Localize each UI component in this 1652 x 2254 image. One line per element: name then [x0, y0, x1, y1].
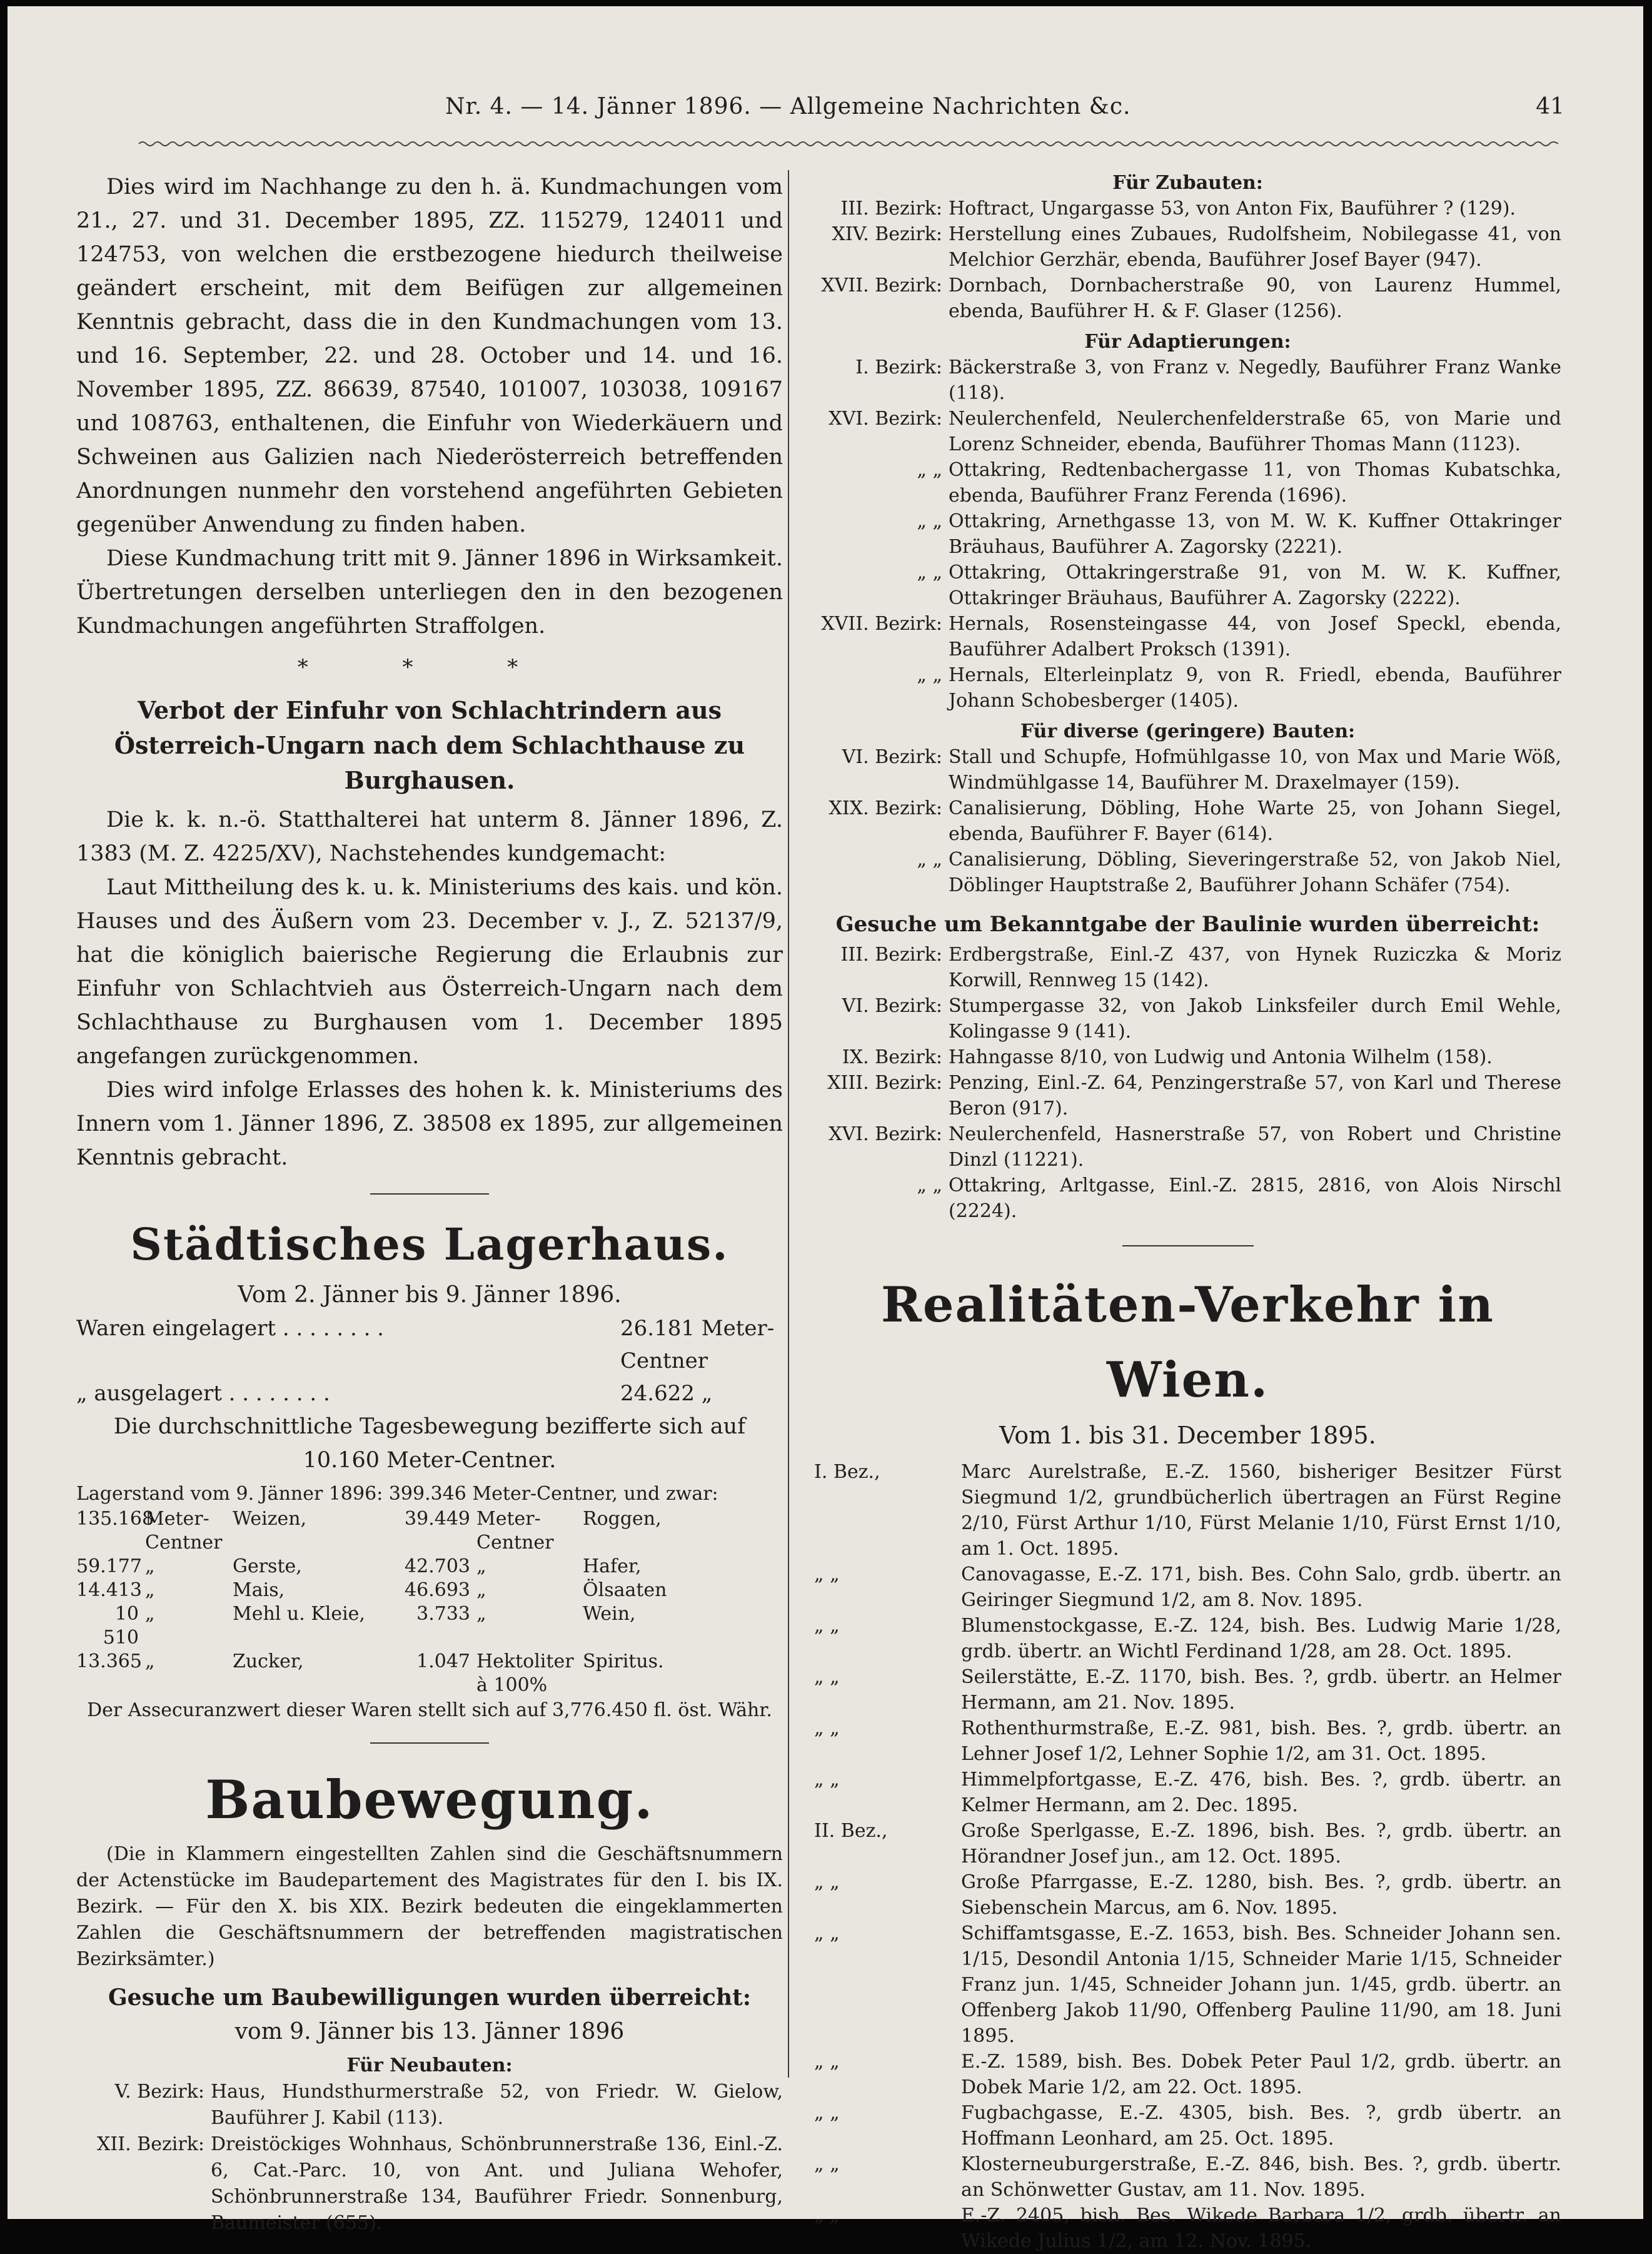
list-item: [814, 1044, 1561, 1070]
stock-cell: Mehl u. Kleie,: [233, 1603, 365, 1625]
realitaeten-period: Vom 1. bis 31. December 1895.: [999, 1422, 1376, 1449]
wares-value: 26.181 Meter-Centner: [620, 1316, 775, 1373]
adaptierungen-list: [814, 355, 1561, 714]
list-item: [76, 2079, 783, 2131]
entry-text: Marc Aurelstraße, E.-Z. 1560, bisheriger Besitzer Fürst Siegmund 1/2, grundbücherlich übertragen an Fürst Regine 2/10, Fürst Arthur 1/10, Fürst Melanie 1/10, Fürst Ernst 1/10, am 1. Oct. 1895.: [961, 1461, 1561, 1560]
list-item: [814, 1869, 1561, 1921]
district-label: XVI. Bezirk:: [829, 1123, 942, 1145]
district-label: VI. Bezirk:: [842, 995, 942, 1017]
district-label: „ „: [814, 2205, 840, 2226]
section-divider: [1122, 1245, 1254, 1246]
list-item: [814, 1716, 1561, 1767]
stock-cell: Zucker,: [233, 1650, 304, 1672]
stock-cell: 42.703: [405, 1555, 470, 1577]
entry-text: Penzing, Einl.-Z. 64, Penzingerstraße 57, von Karl und Therese Beron (917).: [949, 1072, 1561, 1119]
stock-cell: Hafer,: [583, 1555, 642, 1577]
entry-text: Canalisierung, Döbling, Sieveringerstraße 52, von Jakob Niel, Döblinger Hauptstraße 2, Bauführer Johann Schäfer (754).: [949, 849, 1561, 896]
district-label: XVII. Bezirk:: [821, 613, 942, 635]
list-item: [814, 796, 1561, 847]
district-label: II. Bez.,: [814, 1820, 888, 1842]
entry-text: Ottakring, Redtenbachergasse 11, von Thomas Kubatschka, ebenda, Bauführer Franz Ferenda (1696).: [949, 459, 1561, 507]
stock-cell: Mais,: [233, 1579, 285, 1601]
district-label: I. Bez.,: [814, 1461, 880, 1483]
daily-average: Die durchschnittliche Tagesbewegung bezifferte sich auf 10.160 Meter-Centner.: [113, 1414, 746, 1473]
entry-text: Neulerchenfeld, Hasnerstraße 57, von Robert und Christine Dinzl (11221).: [949, 1123, 1561, 1171]
stock-table: [76, 1507, 783, 1697]
list-item: [814, 406, 1561, 457]
list-item: [814, 1767, 1561, 1818]
baulinie-list: [814, 942, 1561, 1224]
column-divider: [788, 170, 789, 2078]
stock-cell: Meter-Centner: [476, 1508, 554, 1554]
entry-text: Klosterneuburgerstraße, E.-Z. 846, bish. Bes. ?, grdb. übertr. an Schönwetter Gustav, am 11. Nov. 1895.: [961, 2153, 1561, 2201]
newspaper-page: [8, 6, 1643, 2252]
district-label: „ „: [917, 459, 942, 481]
district-label: „ „: [814, 1769, 840, 1791]
district-label: „ „: [917, 562, 942, 584]
list-item: [814, 1121, 1561, 1173]
page-header: [76, 88, 1564, 125]
entry-text: Haus, Hundsthurmerstraße 52, von Friedr. W. Gielow, Bauführer J. Kabil (113).: [211, 2081, 783, 2129]
verbot-paragraph-1: Die k. k. n.-ö. Statthalterei hat unterm 8. Jänner 1896, Z. 1383 (M. Z. 4225/XV), Nachstehendes kundgemacht:: [76, 807, 783, 866]
entry-text: Bäckerstraße 3, von Franz v. Negedly, Bauführer Franz Wanke (118).: [949, 356, 1561, 404]
stock-cell: 46.693: [405, 1579, 470, 1601]
list-item: [814, 1070, 1561, 1121]
list-item: [814, 2100, 1561, 2151]
list-item: [814, 560, 1561, 611]
district-label: XII. Bezirk:: [97, 2133, 204, 2155]
stock-cell: 135.168: [76, 1508, 154, 1530]
district-label: XIX. Bezirk:: [829, 797, 942, 819]
list-item: [814, 508, 1561, 560]
stock-cell: 13.365: [76, 1650, 142, 1672]
entry-text: Hahngasse 8/10, von Ludwig und Antonia Wilhelm (158).: [949, 1046, 1493, 1068]
list-item: [814, 2203, 1561, 2254]
entry-text: Fugbachgasse, E.-Z. 4305, bish. Bes. ?, grdb übertr. an Hoffmann Leonhard, am 25. Oct. 1895.: [961, 2102, 1561, 2150]
baubewegung-heading: Baubewegung.: [205, 1769, 654, 1831]
list-item: [814, 355, 1561, 406]
wares-label: „ ausgelagert . . . . . . . .: [76, 1381, 330, 1406]
stock-cell: 10 510: [103, 1603, 139, 1649]
stock-cell: „: [476, 1579, 486, 1601]
stock-cell: 1.047: [416, 1650, 470, 1672]
realitaeten-list: [814, 1459, 1561, 2254]
list-item: [814, 196, 1561, 221]
list-item: [814, 273, 1561, 324]
list-item: [814, 1562, 1561, 1613]
section-stars: * * *: [297, 655, 562, 680]
list-item: [76, 2131, 783, 2236]
stock-cell: Hektoliter à 100%: [476, 1650, 574, 1696]
effective-paragraph: Diese Kundmachung tritt mit 9. Jänner 1896 in Wirksamkeit. Übertretungen derselben unterliegen den in den bezogenen Kundmachungen angeführten Straffolgen.: [76, 546, 783, 639]
entry-text: Stumpergasse 32, von Jakob Linksfeiler durch Emil Wehle, Kolingasse 9 (141).: [949, 995, 1561, 1043]
district-label: „ „: [814, 2153, 840, 2175]
list-item: [814, 1664, 1561, 1716]
adaptierungen-heading: Für Adaptierungen:: [1084, 331, 1291, 353]
wares-summary: [76, 1312, 783, 1410]
district-label: I. Bezirk:: [855, 356, 942, 378]
entry-text: Erdbergstraße, Einl.-Z 437, von Hynek Ruziczka & Moriz Korwill, Rennweg 15 (142).: [949, 944, 1561, 991]
page-number: 41: [1536, 94, 1564, 119]
stock-cell: „: [145, 1603, 155, 1625]
stock-cell: 14.413: [76, 1579, 142, 1601]
district-label: V. Bezirk:: [114, 2081, 204, 2103]
zubauten-heading: Für Zubauten:: [1112, 172, 1263, 194]
list-item: [814, 993, 1561, 1044]
list-item: [814, 1818, 1561, 1869]
assecuranz-value: Der Assecuranzwert dieser Waren stellt sich auf 3,776.450 fl. öst. Währ.: [87, 1699, 772, 1721]
left-column: [76, 170, 783, 2236]
stock-cell: „: [476, 1555, 486, 1577]
diverse-list: [814, 744, 1561, 898]
district-label: XIV. Bezirk:: [832, 223, 942, 245]
entry-text: Neulerchenfeld, Neulerchenfelderstraße 65, von Marie und Lorenz Schneider, ebenda, Bauführer Thomas Mann (1123).: [949, 408, 1561, 455]
list-item: [814, 744, 1561, 796]
district-label: III. Bezirk:: [840, 944, 942, 966]
lagerhaus-heading: Städtisches Lagerhaus.: [130, 1218, 729, 1270]
entry-text: Dreistöckiges Wohnhaus, Schönbrunnerstraße 136, Einl.-Z. 6, Cat.-Parc. 10, von Ant. und Juliana Wehofer, Schönbrunnerstraße 134, Bauführer Friedr. Sonnenburg, Baumeister (655).: [211, 2133, 783, 2234]
stock-cell: Gerste,: [233, 1555, 302, 1577]
zubauten-list: [814, 196, 1561, 324]
list-item: [814, 457, 1561, 508]
stock-cell: Wein,: [583, 1603, 636, 1625]
list-item: [814, 1459, 1561, 1562]
list-item: [814, 847, 1561, 898]
verbot-heading: Verbot der Einfuhr von Schlachtrindern aus Österreich-Ungarn nach dem Schlachthause zu Burghausen.: [114, 696, 745, 794]
neubauten-list: [76, 2079, 783, 2236]
stock-cell: 3.733: [416, 1603, 470, 1625]
list-item: [814, 611, 1561, 662]
district-label: „ „: [814, 1871, 840, 1893]
entry-text: E.-Z. 1589, bish. Bes. Dobek Peter Paul 1/2, grdb. übertr. an Dobek Marie 1/2, am 22. Oct. 1895.: [961, 2051, 1561, 2098]
running-head: Nr. 4. — 14. Jänner 1896. — Allgemeine Nachrichten &c.: [445, 94, 1131, 119]
intro-paragraph: Dies wird im Nachhange zu den h. ä. Kundmachungen vom 21., 27. und 31. December 1895, ZZ. 115279, 124011 und 124753, von welchen die erstbezogene hiedurch theilweise geändert erscheint, mit dem Beifügen zur allgemeinen Kenntnis gebracht, dass die in den Kundmachungen vom 13. und 16. September, 22. und 28. October und 14. und 16. November 1895, ZZ. 86639, 87540, 101007, 103038, 109167 und 108763, enthaltenen, die Einfuhr von Wiederkäuern und Schweinen aus Galizien nach Niederösterreich betreffenden Anordnungen nunmehr den vorstehend angeführten Gebieten gegenüber Anwendung zu finden haben.: [76, 174, 783, 537]
list-item: [814, 2151, 1561, 2203]
entry-text: Schiffamtsgasse, E.-Z. 1653, bish. Bes. Schneider Johann sen. 1/15, Desondil Antonia 1/15, Schneider Marie 1/15, Schneider Franz jun. 1/45, Schneider Johann jun. 1/45, grdb. übertr. an Offenberg Jakob 11/90, Offenberg Pauline 11/90, am 18. Juni 1895.: [961, 1923, 1561, 2047]
stock-cell: Ölsaaten: [583, 1579, 667, 1601]
section-divider: [370, 1742, 489, 1744]
entry-text: Canovagasse, E.-Z. 171, bish. Bes. Cohn Salo, grdb. übertr. an Geiringer Siegmund 1/2, am 8. Nov. 1895.: [961, 1564, 1561, 1611]
list-item: [814, 2049, 1561, 2100]
entry-text: Seilerstätte, E.-Z. 1170, bish. Bes. ?, grdb. übertr. an Helmer Hermann, am 21. Nov. 1895.: [961, 1666, 1561, 1714]
district-label: „ „: [917, 664, 942, 686]
district-label: XIII. Bezirk:: [827, 1072, 942, 1094]
stock-cell: Spiritus.: [583, 1650, 664, 1672]
entry-text: Ottakring, Arltgasse, Einl.-Z. 2815, 2816, von Alois Nirschl (2224).: [949, 1175, 1561, 1222]
entry-text: Hoftract, Ungargasse 53, von Anton Fix, Bauführer ? (129).: [949, 198, 1516, 220]
list-item: [814, 1921, 1561, 2049]
entry-text: Ottakring, Ottakringerstraße 91, von M. W. K. Kuffner, Ottakringer Bräuhaus, Bauführer A. Zagorsky (2222).: [949, 562, 1561, 609]
entry-text: Große Pfarrgasse, E.-Z. 1280, bish. Bes. ?, grdb. übertr. an Siebenschein Marcus, am 6. Nov. 1895.: [961, 1871, 1561, 1919]
stock-cell: „: [145, 1650, 155, 1672]
entry-text: Ottakring, Arnethgasse 13, von M. W. K. Kuffner Ottakringer Bräuhaus, Bauführer A. Zagorsky (2221).: [949, 510, 1561, 558]
lagerhaus-period: Vom 2. Jänner bis 9. Jänner 1896.: [238, 1282, 622, 1308]
list-item: [814, 221, 1561, 273]
district-label: VI. Bezirk:: [842, 746, 942, 768]
entry-text: Stall und Schupfe, Hofmühlgasse 10, von Max und Marie Wöß, Windmühlgasse 14, Bauführer M. Draxelmayer (159).: [949, 746, 1561, 794]
district-label: XVI. Bezirk:: [829, 408, 942, 430]
entry-text: Dornbach, Dornbacherstraße 90, von Laurenz Hummel, ebenda, Bauführer H. & F. Glaser (1256).: [949, 275, 1561, 322]
district-label: „ „: [917, 510, 942, 532]
district-label: „ „: [814, 2051, 840, 2073]
baulinie-heading: Gesuche um Bekanntgabe der Baulinie wurden überreicht:: [835, 912, 1540, 937]
wares-value: 24.622 „: [620, 1381, 713, 1406]
verbot-paragraph-2: Laut Mittheilung des k. u. k. Ministeriums des kais. und kön. Hauses und des Äußern vom 23. December v. J., Z. 52137/9, hat die königlich baierische Regierung die Erlaubnis zur Einfuhr von Schlachtvieh aus Österreich-Ungarn nach dem Schlachthause zu Burghausen vom 1. December 1895 angefangen zurückgenommen.: [76, 875, 783, 1069]
entry-text: Himmelpfortgasse, E.-Z. 476, bish. Bes. ?, grdb. übertr. an Kelmer Hermann, am 2. Dec. 1895.: [961, 1769, 1561, 1816]
section-divider: [370, 1193, 489, 1195]
district-label: „ „: [917, 849, 942, 871]
gesuche-period: vom 9. Jänner bis 13. Jänner 1896: [234, 2019, 625, 2044]
district-label: XVII. Bezirk:: [821, 275, 942, 296]
stock-cell: 59.177: [76, 1555, 142, 1577]
header-wavy-rule: [139, 139, 1558, 149]
entry-text: Hernals, Elterleinplatz 9, von R. Friedl, ebenda, Bauführer Johann Schobesberger (1405).: [949, 664, 1561, 712]
list-item: [814, 1173, 1561, 1224]
entry-text: Herstellung eines Zubaues, Rudolfsheim, Nobilegasse 41, von Melchior Gerzhär, ebenda, Bauführer Josef Bayer (947).: [949, 223, 1561, 271]
stock-cell: Weizen,: [233, 1508, 307, 1530]
district-label: „ „: [814, 1666, 840, 1688]
entry-text: E.-Z. 2405, bish. Bes. Wikede Barbara 1/2, grdb. übertr. an Wikede Julius 1/2, am 12. Nov. 1895.: [961, 2205, 1561, 2252]
entry-text: Rothenthurmstraße, E.-Z. 981, bish. Bes. ?, grdb. übertr. an Lehner Josef 1/2, Lehner Sophie 1/2, am 31. Oct. 1895.: [961, 1717, 1561, 1765]
stock-cell: Roggen,: [583, 1508, 662, 1530]
diverse-heading: Für diverse (geringere) Bauten:: [1020, 720, 1356, 742]
stock-intro: Lagerstand vom 9. Jänner 1896: 399.346 Meter-Centner, und zwar:: [76, 1483, 718, 1505]
list-item: [814, 662, 1561, 714]
entry-text: Hernals, Rosensteingasse 44, von Josef Speckl, ebenda, Bauführer Adalbert Proksch (1391).: [949, 613, 1561, 660]
district-label: „ „: [917, 1175, 942, 1196]
wares-label: Waren eingelagert . . . . . . . .: [76, 1316, 384, 1341]
realitaeten-heading: Realitäten-Verkehr in Wien.: [881, 1276, 1494, 1408]
list-item: [814, 1613, 1561, 1664]
district-label: IX. Bezirk:: [842, 1046, 942, 1068]
district-label: „ „: [814, 2102, 840, 2124]
stock-cell: 39.449: [405, 1508, 470, 1530]
district-label: „ „: [814, 1615, 840, 1637]
neubauten-heading: Für Neubauten:: [346, 2054, 513, 2076]
district-label: „ „: [814, 1717, 840, 1739]
stock-cell: „: [145, 1579, 155, 1601]
right-column: [814, 170, 1561, 2254]
list-item: [814, 942, 1561, 993]
stock-cell: „: [476, 1603, 486, 1625]
entry-text: Große Sperlgasse, E.-Z. 1896, bish. Bes. ?, grdb. übertr. an Hörandner Josef jun., am 12. Oct. 1895.: [961, 1820, 1561, 1867]
gesuche-heading: Gesuche um Baubewilligungen wurden überreicht:: [108, 1984, 752, 2011]
district-label: III. Bezirk:: [840, 198, 942, 220]
verbot-paragraph-3: Dies wird infolge Erlasses des hohen k. k. Ministeriums des Innern vom 1. Jänner 1896, Z. 38508 ex 1895, zur allgemeinen Kenntnis gebracht.: [76, 1078, 783, 1170]
stock-cell: „: [145, 1555, 155, 1577]
entry-text: Canalisierung, Döbling, Hohe Warte 25, von Johann Siegel, ebenda, Bauführer F. Bayer (614).: [949, 797, 1561, 845]
district-label: „ „: [814, 1564, 840, 1585]
baubewegung-note: (Die in Klammern eingestellten Zahlen sind die Geschäftsnummern der Actenstücke im Baudepartement des Magistrates für den I. bis IX. Bezirk. — Für den X. bis XIX. Bezirk bedeuten die eingeklammerten Zahlen die Geschäftsnummern der betreffenden magistratischen Bezirksämter.): [76, 1843, 783, 1970]
district-label: „ „: [814, 1923, 840, 1944]
stock-cell: Meter-Centner: [145, 1508, 223, 1554]
entry-text: Blumenstockgasse, E.-Z. 124, bish. Bes. Ludwig Marie 1/28, grdb. übertr. an Wichtl Ferdinand 1/28, am 28. Oct. 1895.: [961, 1615, 1561, 1662]
